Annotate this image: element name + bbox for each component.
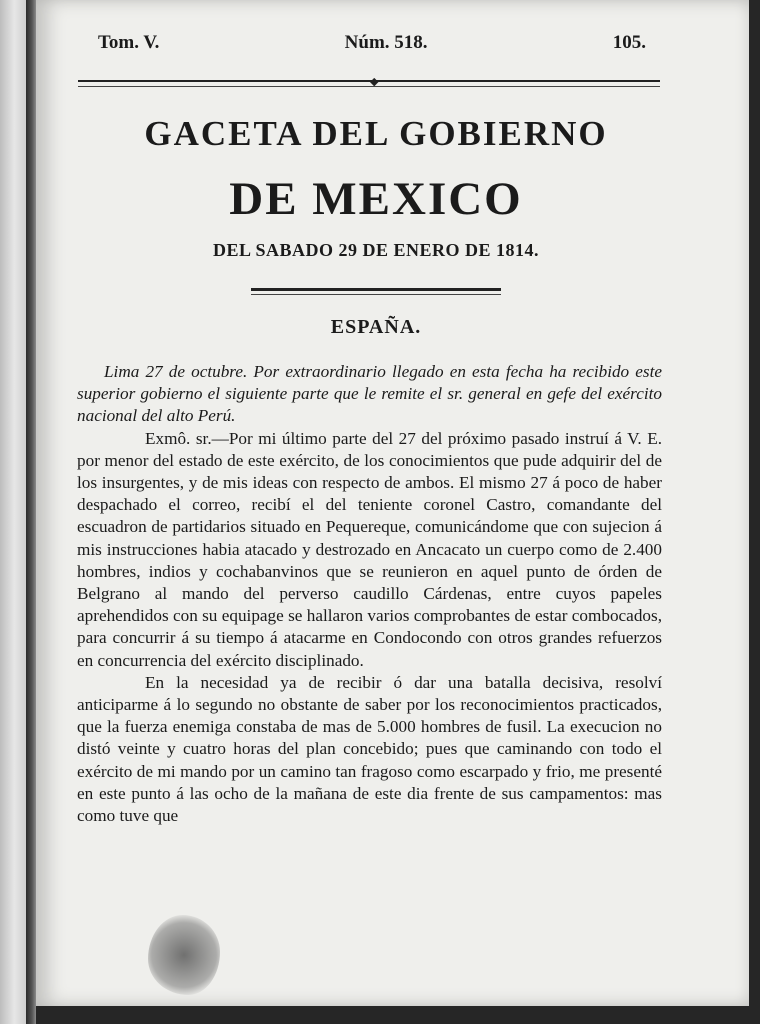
section-heading: ESPAÑA. bbox=[330, 316, 422, 338]
masthead-subtitle: DE MEXICO bbox=[229, 173, 523, 225]
issue-date: DEL SABADO 29 DE ENERO DE 1814. bbox=[212, 240, 540, 260]
book-gutter bbox=[26, 0, 36, 1024]
article-paragraph: Exmô. sr.—Por mi último parte del 27 del próximo pasado instruí á V. E. por menor del estado de este exército, de los conocimientos que pude adquirir del de los insurgentes, y de mis ideas con respecto de ambos. El mismo 27 á poco de haber despachado el correo, recibí el del teniente coronel Castro, comandante del escuadron de partidarios situado en Pequereque, comunicándome que con sujecion á mis instrucciones habia atacado y destrozado en Ancacato un cuerpo como de 2.400 hombres, indios y cochabanvinos que se reunieron en aquel punto de órden de Belgrano al mando del perverso caudillo Cárdenas, entre cuyos papeles aprehendidos con su equipage se hallaron varios comprobantes de estar combocados, para concurrir á su tiempo á atacarme en Condocondo con otros grandes refuerzos en concurrencia del exército disciplinado. bbox=[77, 428, 662, 670]
header-rule-top bbox=[78, 80, 660, 82]
newspaper-page bbox=[36, 0, 749, 1006]
facing-page-edge bbox=[0, 0, 26, 1024]
article-body bbox=[77, 361, 662, 827]
page-number: 105. bbox=[612, 32, 646, 53]
running-header bbox=[98, 32, 646, 54]
volume-label: Tom. V. bbox=[98, 32, 160, 53]
issue-number: Núm. 518. bbox=[344, 32, 428, 53]
date-rule-thin bbox=[251, 294, 501, 295]
article-paragraph: En la necesidad ya de recibir ó dar una batalla decisiva, resolví anticiparme á lo segundo no obstante de saber por los reconocimientos practicados, que la fuerza enemiga constaba de mas de 5.000 hombres de fusil. La execucion no distó veinte y cuatro horas del plan concebido; pues que caminando con todo el exército de mi mando por un camino tan fragoso como escarpado y frio, me presenté en este punto á las ocho de la mañana de este dia frente de sus campamentos: mas como tuve que bbox=[77, 672, 662, 826]
rule-ornament: ◆ bbox=[370, 75, 379, 88]
date-rule bbox=[251, 288, 501, 291]
ink-stain bbox=[148, 915, 220, 995]
header-rule-bottom bbox=[78, 86, 660, 87]
article-intro: Lima 27 de octubre. Por extraordinario llegado en esta fecha ha recibido este superior gobierno el siguiente parte que le remite el sr. general en gefe del exército nacional del alto Perú. bbox=[77, 362, 662, 426]
masthead-title: GACETA DEL GOBIERNO bbox=[144, 114, 608, 153]
